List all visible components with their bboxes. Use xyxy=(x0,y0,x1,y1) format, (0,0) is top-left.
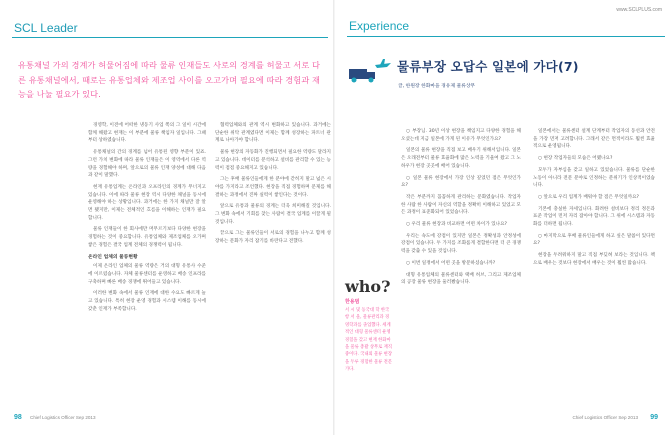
body-paragraph: ○ 현장 작업자들의 모습은 어땠나요? xyxy=(538,156,613,162)
body-column-2 xyxy=(533,128,655,272)
section-label: Experience xyxy=(349,19,410,33)
body-paragraph: 대형 유통업체의 물류센터와 택배 허브, 그리고 제조업체의 공장 물류 현장을 둘러봤습니다. xyxy=(401,272,521,286)
body-paragraph: 현장을 두려워하지 말고 직접 부딪혀 보라는 것입니다. 책으로 배우는 것보다 현장에서 배우는 것이 훨씬 많습니다. xyxy=(533,253,655,266)
body-paragraph: 기본에 충실한 자세입니다. 화려한 설비보다 정리 정돈과 표준 작업이 먼저 자리 잡아야 합니다. 그 위에 시스템과 자동화를 더하면 됩니다. xyxy=(533,206,655,228)
right-page xyxy=(335,0,670,435)
body-paragraph: 협력업체와의 관계 역시 변화하고 있습니다. 과거에는 단순한 위탁 관계였다면 이제는 함께 성장하는 파트너 관계로 나아가야 합니다. xyxy=(215,123,331,144)
body-paragraph: 이제 온라인 업체의 물류 역량은 거의 대형 유통사 수준에 이르렀습니다. 자체 물류센터를 운영하고 배송 인프라를 구축하며 빠른 배송 경쟁에 뛰어들고 있습니다. xyxy=(88,264,206,285)
page-number: 98 xyxy=(14,414,22,421)
body-paragraph: 물류 인재들이 한 회사에만 머무르기보다 다양한 현장을 경험하는 것이 중요합니다. 유통업체와 제조업체를 오가며 쌓은 경험은 결국 업계 전체의 경쟁력이 됩니다. xyxy=(88,227,206,248)
section-label: SCL Leader xyxy=(14,21,78,35)
header-rule xyxy=(347,36,665,37)
body-paragraph: 우리는 속도에 강점이 있지만 일본은 정확성과 안정성에 강점이 있습니다. 두 가지를 조화롭게 결합한다면 더 큰 경쟁력을 갖출 수 있을 것입니다. xyxy=(401,233,521,255)
header-rule xyxy=(12,37,328,38)
body-paragraph: 물류 현장의 자동화가 진행되면서 필요한 역량도 달라지고 있습니다. 데이터를 분석하고 설비를 관리할 수 있는 능력이 점점 중요해지고 있습니다. xyxy=(215,150,331,171)
body-paragraph: 경영학, 이전에 어떠한 냉동기 사업 쪽의 그 일이 시간에 함께 해왔고 현재는 이 부분에 물류 책임자 일입니다. 그때부터 상하였습니다. xyxy=(88,123,206,144)
body-paragraph: 그는 후배 물류인들에게 한 분야에 갇히지 말고 넓은 시야를 가지라고 조언했다. 현장을 직접 경험하며 문제를 해결하는 과정에서 진짜 실력이 쌓인다는 것이다. xyxy=(215,177,331,198)
body-paragraph: 일본에서는 물류센터 설계 단계부터 작업자의 동선과 안전을 가장 먼저 고려합니다. 그래서 같은 면적이라도 훨씬 효율적으로 운영됩니다. xyxy=(533,129,655,150)
body-paragraph: 유통채널의 간의 경계를 넘어 유통된 영향 부분이 있죠. 그런 가치 변화에 따라 물류 인재들은 이 영역에서 다른 역량을 경험해야 하며, 앞으로의 물류 인재 양성에 대해 다음과 같이 말했다. xyxy=(88,150,206,179)
logistics-icon xyxy=(347,57,393,85)
article-banner xyxy=(347,53,647,115)
footer-title: Chief Logistics Officer Sep 2013 xyxy=(572,415,638,420)
body-column-2 xyxy=(215,122,331,250)
footer-title: Chief Logistics Officer Sep 2013 xyxy=(30,415,96,420)
body-paragraph: 작은 부분까지 꼼꼼하게 관리하는 문화였습니다. 작업자 한 사람 한 사람이 자신의 역할을 정확히 이해하고 있었고 모든 과정이 표준화되어 있었습니다. xyxy=(401,194,521,216)
body-paragraph: ○ 앞으로 우리 업계가 배워야 할 점은 무엇일까요? xyxy=(538,194,639,200)
body-column-1 xyxy=(401,128,521,291)
author-name: 한용범 xyxy=(345,299,360,305)
body-paragraph: ○ 우리 물류 현장과 비교하면 어떤 차이가 있나요? xyxy=(406,222,507,228)
body-column-1 xyxy=(88,122,206,317)
subheading: 온라인 업체의 물류현황 xyxy=(88,254,138,260)
body-paragraph: 모두가 자부심을 갖고 일하고 있었습니다. 물류를 단순한 노동이 아니라 전문 분야로 인정하는 분위기가 인상적이었습니다. xyxy=(533,167,655,189)
body-paragraph: 현재 유통업계는 온라인과 오프라인의 경계가 무너지고 있습니다. 이에 따라 물류 현장 역시 다양한 채널을 동시에 운영해야 하는 상황입니다. 과거에는 한 가지 채널만 잘 알면 됐지만, 이제는 전체적인 흐름을 이해하는 인재가 필요합니다. xyxy=(88,184,206,221)
who-heading: who? xyxy=(345,277,391,296)
body-paragraph: ○ 마지막으로 후배 물류인들에게 하고 싶은 말씀이 있다면요? xyxy=(533,233,655,247)
body-paragraph: 앞으로 유통과 물류의 경계는 더욱 희미해질 것입니다. 그 변화 속에서 기회를 찾는 사람이 결국 업계를 이끌게 될 것입니다. xyxy=(215,204,331,225)
article-title: 물류부장 오답수 일본에 가다(7) xyxy=(397,59,579,74)
author-bio: 서 시 및 동국대 학 한국항 서 울, 물류관리과 경영학과를 졸업했다. 세계적인 대형 물류센터 운영 경험을 갖고 현재 한화마을 물류 총괄 상무로 재직 중이다. 국내외 물류 현장을 두루 경험한 물류 전문가다. xyxy=(345,308,392,373)
body-paragraph: ○ 일본 물류 현장에서 가장 인상 깊었던 점은 무엇인가요? xyxy=(401,175,521,189)
body-paragraph: 일본의 물류 현장을 직접 보고 배우기 위해서입니다. 일본은 오래전부터 물류 효율화에 많은 노력을 기울여 왔고 그 노하우가 현장 곳곳에 배어 있습니다. xyxy=(401,148,521,169)
site-url: www.SCLPLUS.com xyxy=(616,7,662,13)
lead-paragraph: 유통채널 가의 경계가 허물어짐에 따라 물류 인재들도 사로의 경계를 허물고 서로 다른 유통채널에서, 때로는 유통업체와 제조업 사이를 오고가며 필요에 따라 경험과 재능을 나눌 필요가 있다. xyxy=(18,60,321,99)
body-paragraph: 끝으로 그는 물류인들이 서로의 경험을 나누고 함께 성장하는 문화가 자리 잡기를 바란다고 전했다. xyxy=(215,231,331,245)
body-paragraph: ○ 부장님. 30년 이상 현장을 책임지고 다양한 경험을 해오셨는데 지금 일본에 가게 된 이유가 무엇인가요? xyxy=(401,129,521,142)
author-profile xyxy=(345,277,393,374)
article-byline: 글, 한원장 한화마을 경유제 물류상무 xyxy=(398,84,476,89)
page-number: 99 xyxy=(650,414,658,421)
body-paragraph: 이러한 변화 속에서 물류 인재에 대한 수요도 빠르게 늘고 있습니다. 특히 현장 운영 경험과 시스템 이해를 동시에 갖춘 인재가 부족합니다. xyxy=(88,291,206,312)
body-paragraph: ○ 이번 일정에서 어떤 곳을 방문하셨습니까? xyxy=(406,260,496,266)
